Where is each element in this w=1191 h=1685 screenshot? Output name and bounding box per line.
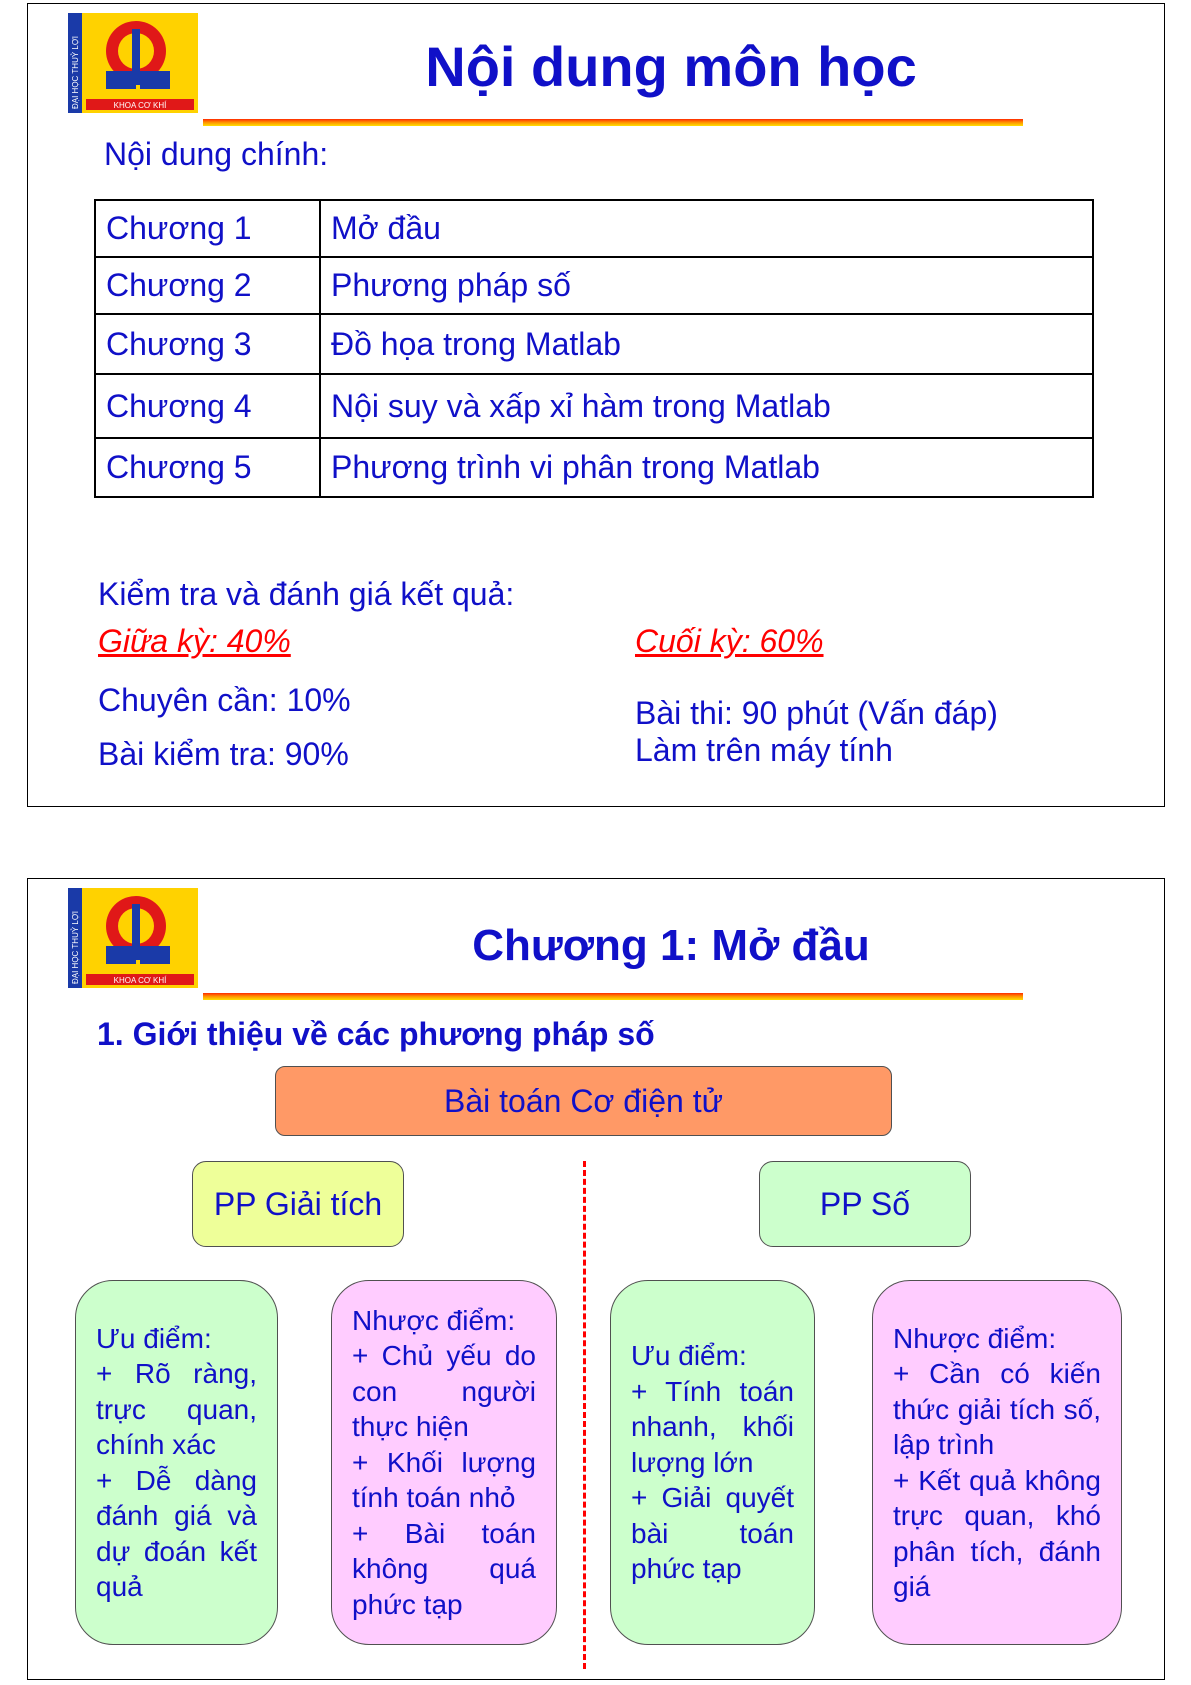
chapter-number: Chương 2 (95, 257, 320, 314)
card-line: + Khối lượng tính toán nhỏ (352, 1446, 536, 1514)
logo-text-bottom: KHOA CƠ KHÍ (113, 976, 167, 985)
numeric-cons-card (872, 1280, 1122, 1645)
page-title: Chương 1: Mở đầu (472, 921, 870, 970)
main-content-label: Nội dung chính: (104, 136, 329, 172)
page-title: Nội dung môn học (425, 35, 917, 98)
problem-box: Bài toán Cơ điện tử (275, 1066, 892, 1136)
card-line: + Chủ yếu do con người thực hiện (352, 1340, 536, 1443)
title-underline (203, 993, 1023, 1000)
card-heading: Ưu điểm: (631, 1340, 747, 1372)
chapter-number: Chương 3 (95, 314, 320, 374)
title-underline (203, 119, 1023, 126)
numeric-pros-card (610, 1280, 815, 1645)
logo-text-vertical: ĐẠI HỌC THUỶ LỢI (71, 36, 80, 109)
chapter-name: Phương trình vi phân trong Matlab (320, 438, 1093, 497)
table-row (95, 438, 1093, 497)
analytic-method-box: PP Giải tích (192, 1161, 404, 1247)
chapters-table (94, 199, 1094, 498)
card-heading: Nhược điểm: (352, 1304, 516, 1336)
analytic-pros-card (75, 1280, 278, 1645)
slide-course-content (27, 3, 1165, 807)
card-line: + Kết quả không trực quan, khó phân tích, đánh giá (893, 1464, 1101, 1602)
midterm-heading: Giữa kỳ: 40% (98, 623, 291, 659)
section-subtitle: 1. Giới thiệu về các phương pháp số (97, 1016, 655, 1052)
chapter-number: Chương 4 (95, 374, 320, 438)
table-row (95, 200, 1093, 257)
table-row (95, 374, 1093, 438)
card-heading: Ưu điểm: (96, 1322, 212, 1354)
table-row (95, 257, 1093, 314)
divider-line (583, 1161, 586, 1669)
card-heading: Nhược điểm: (893, 1322, 1057, 1354)
numeric-method-box: PP Số (759, 1161, 971, 1247)
chapter-name: Nội suy và xấp xỉ hàm trong Matlab (320, 374, 1093, 438)
chapter-name: Mở đầu (320, 200, 1093, 257)
card-line: + Rõ ràng, trực quan, chính xác (96, 1358, 257, 1460)
midterm-item: Bài kiểm tra: 90% (98, 736, 349, 772)
final-item: Bài thi: 90 phút (Vấn đáp) (635, 695, 998, 731)
slide-chapter-1 (27, 878, 1165, 1680)
card-line: + Bài toán không quá phức tạp (352, 1517, 536, 1620)
logo-text-vertical: ĐẠI HỌC THUỶ LỢI (71, 911, 80, 984)
chapter-name: Đồ họa trong Matlab (320, 314, 1093, 374)
logo-text-bottom: KHOA CƠ KHÍ (113, 101, 167, 110)
card-line: + Giải quyết bài toán phức tạp (631, 1482, 794, 1585)
card-line: + Dễ dàng đánh giá và dự đoán kết quả (96, 1464, 257, 1602)
card-line: + Cần có kiến thức giải tích số, lập trình (893, 1358, 1101, 1460)
midterm-item: Chuyên cần: 10% (98, 682, 351, 718)
chapter-number: Chương 1 (95, 200, 320, 257)
chapter-number: Chương 5 (95, 438, 320, 497)
assessment-label: Kiểm tra và đánh giá kết quả: (98, 576, 515, 612)
chapter-name: Phương pháp số (320, 257, 1093, 314)
final-heading: Cuối kỳ: 60% (635, 623, 824, 659)
table-row (95, 314, 1093, 374)
card-line: + Tính toán nhanh, khối lượng lớn (631, 1375, 794, 1478)
final-item: Làm trên máy tính (635, 732, 893, 768)
analytic-cons-card (331, 1280, 557, 1645)
